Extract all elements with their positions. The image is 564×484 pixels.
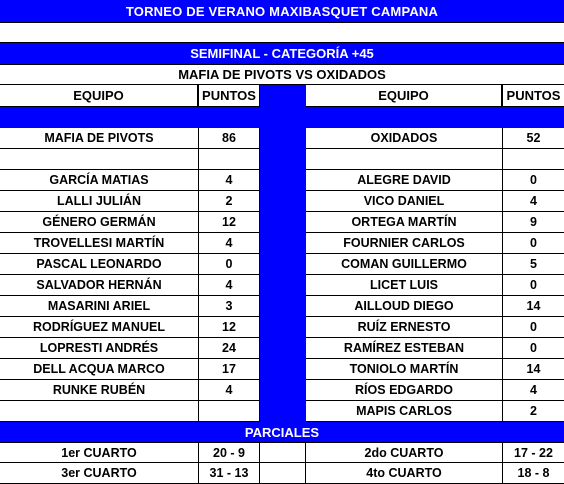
left-team-total: 86 <box>198 128 260 149</box>
left-player-name <box>0 401 198 422</box>
left-player-points: 4 <box>198 275 260 296</box>
right-team-total: 52 <box>502 128 564 149</box>
tournament-title: TORNEO DE VERANO MAXIBASQUET CAMPANA <box>0 0 564 23</box>
quarter-label: 2do CUARTO <box>306 443 502 463</box>
quarter-score: 17 - 22 <box>502 443 564 463</box>
left-player-name: RODRÍGUEZ MANUEL <box>0 317 198 338</box>
left-player-points: 0 <box>198 254 260 275</box>
left-player-points: 24 <box>198 338 260 359</box>
left-player-points: 17 <box>198 359 260 380</box>
right-player-points: 4 <box>502 191 564 212</box>
parciales-title: PARCIALES <box>0 422 564 443</box>
left-player-points: 3 <box>198 296 260 317</box>
right-player-points: 0 <box>502 170 564 191</box>
empty-cell <box>0 149 198 170</box>
right-player-name: MAPIS CARLOS <box>306 401 502 422</box>
left-player-points: 12 <box>198 317 260 338</box>
left-player-name: GÉNERO GERMÁN <box>0 212 198 233</box>
right-team-header: EQUIPO <box>306 85 502 107</box>
left-team-header: EQUIPO <box>0 85 198 107</box>
left-player-points: 4 <box>198 380 260 401</box>
right-player-points: 14 <box>502 296 564 317</box>
left-player-name: LALLI JULIÁN <box>0 191 198 212</box>
right-player-points: 9 <box>502 212 564 233</box>
left-player-name: GARCÍA MATIAS <box>0 170 198 191</box>
left-player-name: LOPRESTI ANDRÉS <box>0 338 198 359</box>
left-player-points: 12 <box>198 212 260 233</box>
quarter-score: 31 - 13 <box>198 463 260 484</box>
quarter-score: 18 - 8 <box>502 463 564 484</box>
right-player-points: 4 <box>502 380 564 401</box>
spacer-row <box>0 23 564 43</box>
right-player-name: AILLOUD DIEGO <box>306 296 502 317</box>
right-player-points: 0 <box>502 275 564 296</box>
center-divider-column <box>260 85 306 422</box>
match-title: MAFIA DE PIVOTS VS OXIDADOS <box>0 65 564 85</box>
left-player-points: 4 <box>198 233 260 254</box>
left-player-name: MASARINI ARIEL <box>0 296 198 317</box>
left-team-name: MAFIA DE PIVOTS <box>0 128 198 149</box>
right-points-header: PUNTOS <box>502 85 564 107</box>
right-player-points: 5 <box>502 254 564 275</box>
empty-cell <box>502 149 564 170</box>
left-player-points: 4 <box>198 170 260 191</box>
empty-cell <box>260 443 306 463</box>
right-team-name: OXIDADOS <box>306 128 502 149</box>
right-player-name: ORTEGA MARTÍN <box>306 212 502 233</box>
right-player-name: FOURNIER CARLOS <box>306 233 502 254</box>
right-player-name: LICET LUIS <box>306 275 502 296</box>
left-player-name: TROVELLESI MARTÍN <box>0 233 198 254</box>
quarter-score: 20 - 9 <box>198 443 260 463</box>
right-player-name: TONIOLO MARTÍN <box>306 359 502 380</box>
right-player-points: 14 <box>502 359 564 380</box>
empty-cell <box>306 149 502 170</box>
left-player-name: PASCAL LEONARDO <box>0 254 198 275</box>
right-player-name: VICO DANIEL <box>306 191 502 212</box>
left-points-header: PUNTOS <box>198 85 260 107</box>
left-player-name: RUNKE RUBÉN <box>0 380 198 401</box>
right-player-points: 0 <box>502 338 564 359</box>
right-player-name: RAMÍREZ ESTEBAN <box>306 338 502 359</box>
empty-cell <box>198 149 260 170</box>
quarter-label: 4to CUARTO <box>306 463 502 484</box>
left-player-name: SALVADOR HERNÁN <box>0 275 198 296</box>
empty-cell <box>260 463 306 484</box>
right-player-name: COMAN GUILLERMO <box>306 254 502 275</box>
quarter-label: 1er CUARTO <box>0 443 198 463</box>
left-player-name: DELL ACQUA MARCO <box>0 359 198 380</box>
right-player-points: 0 <box>502 317 564 338</box>
left-player-points: 2 <box>198 191 260 212</box>
right-player-name: RUÍZ ERNESTO <box>306 317 502 338</box>
quarter-label: 3er CUARTO <box>0 463 198 484</box>
right-player-points: 2 <box>502 401 564 422</box>
right-player-points: 0 <box>502 233 564 254</box>
category-title: SEMIFINAL - CATEGORÍA +45 <box>0 43 564 65</box>
left-player-points <box>198 401 260 422</box>
right-player-name: RÍOS EDGARDO <box>306 380 502 401</box>
right-player-name: ALEGRE DAVID <box>306 170 502 191</box>
